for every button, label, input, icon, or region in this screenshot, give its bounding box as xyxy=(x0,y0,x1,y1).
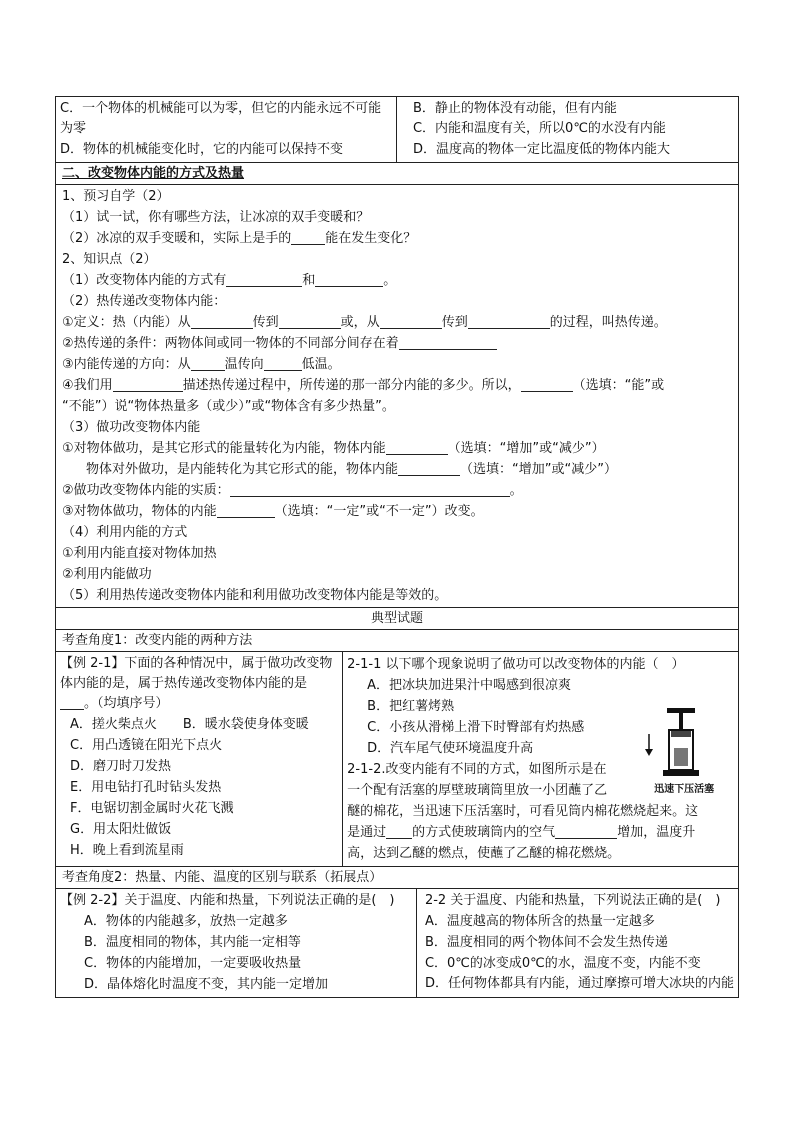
answer-blank[interactable] xyxy=(217,503,275,518)
example-option: E．用电钻打孔时钻头发热 xyxy=(70,780,222,795)
example-option: C．物体的内能增加，一定要吸收热量 xyxy=(84,956,302,971)
answer-blank[interactable] xyxy=(386,824,412,839)
answer-blank[interactable] xyxy=(226,272,302,287)
practice-option: C．小孩从滑梯上滑下时臀部有灼热感 xyxy=(367,720,585,735)
example-2-1-stem: 【例 2-1】下面的各种情况中，属于做功改变物体内能的是，属于热传递改变物体内能的是 xyxy=(60,656,333,691)
heat-transfer-definition: ①定义：热（内能）从 传到 或，从 传到 的过程，叫热传递。 xyxy=(62,315,667,330)
practice-2-1-2-line3: 醚的棉花，当迅速下压活塞时，可看见筒内棉花燃烧起来。这 xyxy=(347,804,699,819)
knowledge-1: （1）改变物体内能的方式有 和 。 xyxy=(62,273,397,288)
practice-2-1 xyxy=(343,652,738,866)
answer-blank[interactable] xyxy=(398,461,460,476)
practice-2-2-stem: 2-2 关于温度、内能和热量，下列说法正确的是( ) xyxy=(424,893,721,908)
work-line-2: 物体对外做功，是内能转化为其它形式的能，物体内能 （选填：“增加”或“减少”） xyxy=(86,462,617,477)
answer-blank[interactable] xyxy=(279,314,341,329)
option-d-left: D．物体的机械能变化时，它的内能可以保持不变 xyxy=(60,142,344,157)
example-option: D．磨刀时刀发热 xyxy=(70,759,172,774)
preview-q2: （2）冰凉的双手变暖和，实际上是手的 能在发生变化？ xyxy=(62,231,417,246)
heat-quantity-line: ④我们用 描述热传递过程中，所传递的那一部分内能的多少。所以， （选填：“能”或 xyxy=(62,378,665,393)
choice-options-row xyxy=(55,96,739,163)
preview-q1: （1）试一试，你有哪些方法，让冰凉的双手变暖和？ xyxy=(62,210,370,225)
answer-blank[interactable] xyxy=(191,356,225,371)
piston-figure xyxy=(639,704,729,795)
example-option: F．电锯切割金属时火花飞溅 xyxy=(70,801,234,816)
practice-option: A．把冰块加进果汁中喝感到很凉爽 xyxy=(367,678,572,693)
use-2: ②利用内能做功 xyxy=(62,567,152,582)
heat-quantity-line-2: “不能”）说“物体热量多（或少）”或“物体含有多少热量”。 xyxy=(62,399,395,414)
practice-option: C．0℃的冰变成0℃的水，温度不变，内能不变 xyxy=(424,956,701,971)
practice-option: D．任何物体都具有内能，通过摩擦可增大冰块的内能 xyxy=(424,976,734,991)
option-c-right: C．内能和温度有关，所以0℃的水没有内能 xyxy=(412,121,666,136)
angle1-title: 考查角度1：改变内能的两种方法 xyxy=(62,633,253,648)
angle1-row xyxy=(55,630,739,652)
knowledge-3: （3）做功改变物体内能 xyxy=(62,420,201,435)
knowledge-2: （2）热传递改变物体内能： xyxy=(62,294,227,309)
work-essence: ②做功改变物体内能的实质： 。 xyxy=(62,483,523,498)
option-b-right: B．静止的物体没有动能，但有内能 xyxy=(412,101,617,116)
answer-blank[interactable] xyxy=(191,314,253,329)
section-title-row xyxy=(55,163,739,185)
answer-blank[interactable] xyxy=(315,272,383,287)
use-1: ①利用内能直接对物体加热 xyxy=(62,546,217,561)
answer-blank[interactable] xyxy=(399,335,497,350)
example-option: D．晶体熔化时温度不变，其内能一定增加 xyxy=(84,977,329,992)
choice-left-col xyxy=(56,97,397,162)
knowledge-5: （5）利用热传递改变物体内能和利用做功改变物体内能是等效的。 xyxy=(62,588,448,603)
practice-2-1-2-line5: 高，达到乙醚的燃点，使蘸了乙醚的棉花燃烧。 xyxy=(347,846,621,861)
typical-title: 典型试题 xyxy=(370,611,423,626)
example-2-2 xyxy=(56,889,417,997)
practice-option: D．汽车尾气使环境温度升高 xyxy=(367,741,534,756)
example-option: A．物体的内能越多，放热一定越多 xyxy=(84,914,288,929)
work-line-3: ③对物体做功，物体的内能 （选填：“一定”或“不一定”）改变。 xyxy=(62,504,484,519)
angle2-questions xyxy=(55,889,739,998)
answer-blank[interactable] xyxy=(555,824,617,839)
practice-option: B．把红薯烤熟 xyxy=(367,699,455,714)
example-option: H．晚上看到流星雨 xyxy=(70,843,184,858)
answer-blank[interactable] xyxy=(521,377,573,392)
practice-option: B．温度相同的两个物体间不会发生热传递 xyxy=(424,935,668,950)
section-title: 二、改变物体内能的方式及热量 xyxy=(62,166,245,181)
example-2-2-stem: 【例 2-2】关于温度、内能和热量，下列说法正确的是( ) xyxy=(60,893,395,908)
knowledge-block xyxy=(55,185,739,608)
example-option: B．温度相同的物体，其内能一定相等 xyxy=(84,935,301,950)
practice-2-1-1-stem: 2-1-1 以下哪个现象说明了做功可以改变物体的内能（ ） xyxy=(347,657,685,672)
angle2-row xyxy=(55,867,739,889)
heat-transfer-condition: ②热传递的条件：两物体间或同一物体的不同部分间存在着 xyxy=(62,333,732,354)
option-c-left: C．一个物体的机械能可以为零，但它的内能永远不可能为零 xyxy=(60,101,382,136)
practice-2-2 xyxy=(417,889,738,997)
work-line-1: ①对物体做功，是其它形式的能量转化为内能，物体内能 （选填：“增加”或“减少”） xyxy=(62,441,605,456)
heat-transfer-direction: ③内能传递的方向：从 温传向 低温。 xyxy=(62,357,341,372)
answer-blank[interactable] xyxy=(60,695,84,710)
worksheet xyxy=(55,96,739,998)
option-d-right: D．温度高的物体一定比温度低的物体内能大 xyxy=(412,142,670,157)
practice-2-1-2-line4: 是通过 的方式使玻璃筒内的空气 增加，温度升 xyxy=(347,825,696,840)
choice-right-col xyxy=(397,97,738,162)
answer-blank[interactable] xyxy=(230,482,510,497)
practice-2-1-2-line1: 2-1-2.改变内能有不同的方式，如图所示是在 xyxy=(347,762,607,777)
typical-header-row xyxy=(55,608,739,630)
answer-blank[interactable] xyxy=(386,440,448,455)
figure-caption: 迅速下压活塞 xyxy=(654,784,715,795)
knowledge-title: 2、知识点（2） xyxy=(62,252,157,267)
preview-title: 1、预习自学（2） xyxy=(62,189,170,204)
answer-blank[interactable] xyxy=(468,314,550,329)
answer-blank[interactable] xyxy=(113,377,183,392)
example-option: G．用太阳灶做饭 xyxy=(70,822,172,837)
glass-cylinder-piston-icon xyxy=(639,704,729,780)
answer-blank[interactable] xyxy=(380,314,442,329)
answer-blank[interactable] xyxy=(264,356,302,371)
example-option: C．用凸透镜在阳光下点火 xyxy=(70,738,223,753)
example-option: A．搓火柴点火 B．暖水袋使身体变暖 xyxy=(70,717,309,732)
angle1-questions xyxy=(55,652,739,867)
knowledge-4: （4）利用内能的方式 xyxy=(62,525,188,540)
practice-option: A．温度越高的物体所含的热量一定越多 xyxy=(424,914,655,929)
angle2-title: 考查角度2：热量、内能、温度的区别与联系（拓展点） xyxy=(62,870,383,885)
practice-2-1-2-line2: 一个配有活塞的厚壁玻璃筒里放一小团蘸了乙 xyxy=(347,783,608,798)
example-2-1: 【例 2-1】下面的各种情况中，属于做功改变物体内能的是，属于热传递改变物体内能的是 。（均填序号） A．搓火柴点火 B．暖水袋使身体变暖 C．用凸透镜在阳光下点火 D．磨刀时刀发热 E．用电钻打孔时钻头发热 F．电锯切割金属时火花飞溅 G．用太阳灶做饭 H．晚上看到流星雨 xyxy=(56,652,343,866)
answer-blank[interactable] xyxy=(291,230,325,245)
